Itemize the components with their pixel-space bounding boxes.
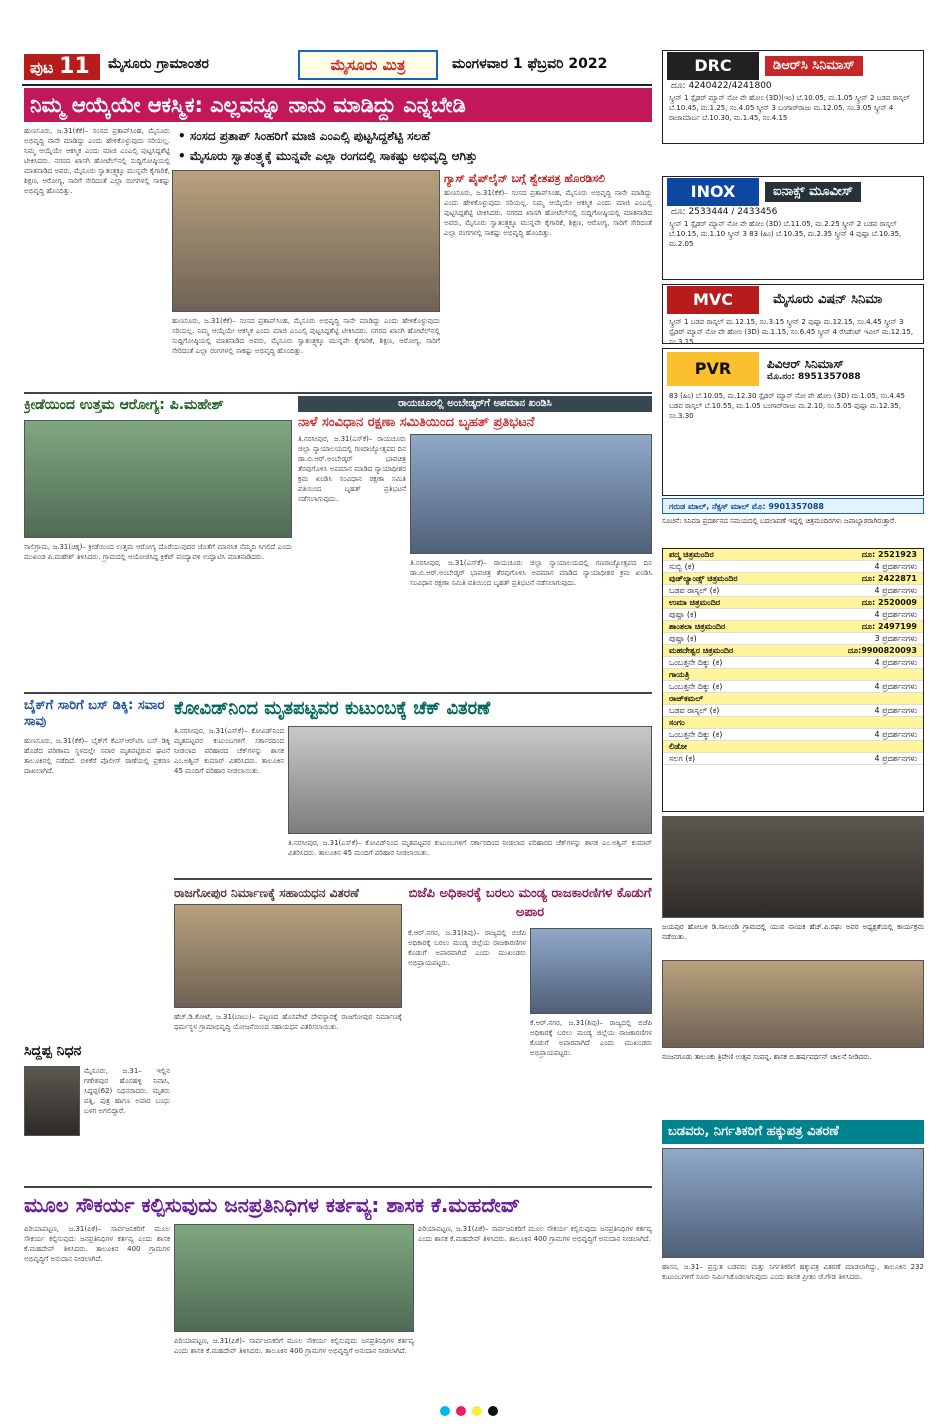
right-photo-2 [662, 960, 924, 1048]
theater-showing [663, 633, 923, 645]
theater-showing [663, 585, 923, 597]
theater-showing [663, 609, 923, 621]
theater-name: ವುಡ್‌ಲ್ಯಾಂಡ್ಸ್ ಚಿತ್ರಮಂದಿರ [669, 574, 738, 583]
theater-film: ಒಂಬತ್ತನೇ ದಿಕ್ಕು (ಕ) [669, 730, 723, 739]
lead-body-col-2: ಹುಣಸೂರು, ಜ.31(ಕೆಕೆ)– ಸಂಸದ ಪ್ರತಾಪ್‌ಸಿಂಹ, ಮೈಸೂರು ಅಭಿವೃದ್ಧಿ ನಾನೇ ಮಾಡಿದ್ದು ಎಂದು ಹೇಳಿಕೊಳ್ಳುವುದು ಸರಿಯಲ್ಲ. ನಿಮ್ಮ ಆಯ್ಕೆಯೇ ಆಕಸ್ಮಿಕ ಎಂದು ಮಾಜಿ ಎಂಎಲ್ಸಿ ಪುಟ್ಟಸಿದ್ದಶೆಟ್ಟಿ ಟೀಕಿಸಿದರು. ನಗರದ ಖಾಸಗಿ ಹೋಟೆಲ್‌ನಲ್ಲಿ ಸುದ್ದಿಗೋಷ್ಠಿಯಲ್ಲಿ ಮಾತನಾಡಿದ ಅವರು, ಮೈಸೂರು ಸ್ವಾತಂತ್ರ್ಯಕ್ಕೂ ಮುನ್ನವೇ ಕೈಗಾರಿಕೆ, ಶಿಕ್ಷಣ, ಆರೋಗ್ಯ, ಸಾರಿಗೆ ಸೇರಿದಂತೆ ಎಲ್ಲಾ ರಂಗಗಳಲ್ಲಿ ಸಾಕಷ್ಟು ಅಭಿವೃದ್ಧಿ ಹೊಂದಿತ್ತು. [172, 317, 440, 355]
lead-headline: ನಿಮ್ಮ ಆಯ್ಕೆಯೇ ಆಕಸ್ಮಿಕ: ಎಲ್ಲವನ್ನೂ ನಾನು ಮಾಡಿದ್ದು ಎನ್ನಬೇಡಿ [24, 88, 652, 122]
story-titles-body: ಹಾಸನ, ಜ.31– ಪ್ರಸ್ತುತ ಬಡವರು ಮತ್ತು ನಿರ್ಗತಿಕರಿಗೆ ಹಕ್ಕುಪತ್ರ ವಿತರಣೆ ಮಾಡಲಾಗಿದ್ದು, ತಾಲೂಕಿನ 232 ಕುಟುಂಬಗಳಿಗೆ ಸೂರು ನಿರ್ಮಿಸಿಕೊಡಲಾಗುವುದು ಎಂದು ಶಾಸಕ ಪ್ರೀತಂ ಜೆ.ಗೌಡ ತಿಳಿಸಿದರು. [662, 1263, 924, 1281]
theater-phone: ದೂ: 2497199 [861, 622, 917, 631]
theater-showing [663, 681, 923, 693]
theater-film: ಸುಬ್ಬಿ (ಕ) [669, 562, 695, 571]
lead-body-col-3: ಹುಣಸೂರು, ಜ.31(ಕೆಕೆ)– ಸಂಸದ ಪ್ರತಾಪ್‌ಸಿಂಹ, ಮೈಸೂರು ಅಭಿವೃದ್ಧಿ ನಾನೇ ಮಾಡಿದ್ದು ಎಂದು ಹೇಳಿಕೊಳ್ಳುವುದು ಸರಿಯಲ್ಲ. ನಿಮ್ಮ ಆಯ್ಕೆಯೇ ಆಕಸ್ಮಿಕ ಎಂದು ಮಾಜಿ ಎಂಎಲ್ಸಿ ಪುಟ್ಟಸಿದ್ದಶೆಟ್ಟಿ ಟೀಕಿಸಿದರು. ನಗರದ ಖಾಸಗಿ ಹೋಟೆಲ್‌ನಲ್ಲಿ ಸುದ್ದಿಗೋಷ್ಠಿಯಲ್ಲಿ ಮಾತನಾಡಿದ ಅವರು, ಮೈಸೂರು ಸ್ವಾತಂತ್ರ್ಯಕ್ಕೂ ಮುನ್ನವೇ ಕೈಗಾರಿಕೆ, ಶಿಕ್ಷಣ, ಆರೋಗ್ಯ, ಸಾರಿಗೆ ಸೇರಿದಂತೆ ಎಲ್ಲಾ ರಂಗಗಳಲ್ಲಿ ಸಾಕಷ್ಟು ಅಭಿವೃದ್ಧಿ ಹೊಂದಿತ್ತು. [444, 189, 652, 237]
theater-showing [663, 729, 923, 741]
theater-header [663, 693, 923, 705]
mvc-name: ಮೈಸೂರು ವಿಷನ್ ಸಿನಿಮಾ [765, 290, 890, 310]
theater-header [663, 645, 923, 657]
story-bjp-photo [530, 928, 652, 1014]
divider [174, 878, 652, 880]
story-covid-photo [288, 726, 652, 834]
lead-side-head: ಗ್ಯಾಸ್ ಪೈಪ್‌ಲೈನ್ ಬಗ್ಗೆ ಶ್ವೇತಪತ್ರ ಹೊರಡಿಸಲಿ [444, 172, 606, 185]
divider [24, 392, 652, 394]
divider [24, 692, 652, 694]
theater-name: ಗಾಯತ್ರಿ [669, 670, 690, 679]
page-number: 11 [59, 54, 90, 79]
drc-logo: DRC [667, 52, 759, 80]
pvr-showtimes: 83 (ಹಿಂ) ಬೆ.10.05, ಮ.12.30 ಸ್ಪೈಡರ್ ಮ್ಯಾನ್ ನೋ ವೇ ಹೋಂ (3D) ಮ.1.05, ಸಂ.4.45 ಬಡವ ರಾಸ್ಕಲ್ ಬೆ.10.55, ಮ.1.05 ಬಂಗಾರ್‌ರಾಜು ಮ.2.10, ಸಂ.5.05 ಪುಷ್ಪಾ ಮ.12.35, ಸಂ.3.30 [669, 392, 905, 420]
inox-showtimes: ಸ್ಕ್ರೀನ್ 1 ಸ್ಪೈಡರ್ ಮ್ಯಾನ್ ನೋ ವೇ ಹೋಂ (3D) ಬೆ.11.05, ಮ.2.25 ಸ್ಕ್ರೀನ್ 2 ಬಡವ ರಾಸ್ಕಲ್ ಬೆ.10.15, ಮ.1.10 ಸ್ಕ್ರೀನ್ 3 83 (ಹಿಂ) ಬೆ.10.35, ಮ.2.35 ಸ್ಕ್ರೀನ್ 4 ಪುಷ್ಪಾ ಬೆ.10.35, ಮ.2.05 [669, 220, 902, 248]
cinema-inox [662, 176, 924, 280]
theater-film: ಒಂಬತ್ತನೇ ದಿಕ್ಕು (ಕ) [669, 682, 723, 691]
theater-header [663, 741, 923, 753]
page-label: ಪುಟ [30, 58, 54, 77]
page-number-badge [24, 54, 100, 80]
story-constitution-headline: ನಾಳೆ ಸಂವಿಧಾನ ರಕ್ಷಣಾ ಸಮಿತಿಯಿಂದ ಬೃಹತ್ ಪ್ರತಿಭಟನೆ [298, 415, 535, 430]
theater-header [663, 621, 923, 633]
story-sports-headline: ಕ್ರೀಡೆಯಿಂದ ಉತ್ತಮ ಆರೋಗ್ಯ: ಪಿ.ಮಹೇಶ್ [24, 397, 224, 413]
issue-date: ಮಂಗಳವಾರ 1 ಫೆಬ್ರವರಿ 2022 [452, 56, 608, 72]
theater-shows: 4 ಪ್ರದರ್ಶನಗಳು [874, 658, 917, 667]
theater-table [662, 548, 924, 812]
theater-showing [663, 657, 923, 669]
print-registration-marks [440, 1406, 498, 1416]
theater-header [663, 549, 923, 561]
mall-strip: ಗರುಡ ಮಾಲ್, ನೆಕ್ಸಸ್ ಮಾಲ್ ಮೊ: 9901357088 [662, 498, 924, 514]
theater-shows: 4 ಪ್ರದರ್ಶನಗಳು [874, 706, 917, 715]
section-title: ಮೈಸೂರು ಗ್ರಾಮಾಂತರ [108, 56, 209, 72]
theater-phone: ದೂ: 2520009 [861, 598, 917, 607]
obit-portrait [24, 1066, 80, 1136]
story-constitution-body-2: ತಿ.ನರಸೀಪುರ, ಜ.31(ಎಸ್‌ಕೆ)– ರಾಯಚೂರು ಜಿಲ್ಲಾ ನ್ಯಾಯಾಲಯದಲ್ಲಿ ಗಣರಾಜ್ಯೋತ್ಸವದ ದಿನ ಡಾ.ಬಿ.ಆರ್.ಅಂಬೇಡ್ಕರ್ ಭಾವಚಿತ್ರ ತೆರವುಗೊಳಿಸಿ ಅಪಮಾನ ಮಾಡಿದ ನ್ಯಾಯಾಧೀಶರ ಕ್ರಮ ಖಂಡಿಸಿ ಸಂವಿಧಾನ ರಕ್ಷಣಾ ಸಮಿತಿ ವತಿಯಿಂದ ಬೃಹತ್ ಪ್ರತಿಭಟನೆ ನಡೆಸಲಾಗುವುದು. [410, 559, 652, 587]
theater-header [663, 717, 923, 729]
story-mahadev-headline: ಮೂಲ ಸೌಕರ್ಯ ಕಲ್ಪಿಸುವುದು ಜನಪ್ರತಿನಿಧಿಗಳ ಕರ್ತವ್ಯ: ಶಾಸಕ ಕೆ.ಮಹದೇವ್ [24, 1193, 521, 1217]
paper-logo: ಮೈಸೂರು ಮಿತ್ರ [298, 50, 438, 80]
theater-film: ಪುಷ್ಪಾ (ಕ) [669, 634, 697, 643]
lead-bullet-2: • ಮೈಸೂರು ಸ್ವಾತಂತ್ರ್ಯಕ್ಕೆ ಮುನ್ನವೇ ಎಲ್ಲಾ ರಂಗದಲ್ಲಿ ಸಾಕಷ್ಟು ಅಭಿವೃದ್ಧಿ ಆಗಿತ್ತು [178, 149, 478, 163]
story-gopura-photo [174, 904, 402, 1008]
theater-shows: 4 ಪ್ರದರ್ಶನಗಳು [874, 682, 917, 691]
pvr-logo: PVR [667, 352, 759, 386]
cinema-mvc [662, 284, 924, 344]
story-gopura-body: ಹೆಚ್.ಡಿ.ಕೋಟೆ, ಜ.31(ಬಾಬು)– ಪಟ್ಟಣದ ಹೊಸಪೇಟೆ ದೇವಸ್ಥಾನಕ್ಕೆ ರಾಜಗೋಪುರ ನಿರ್ಮಾಣಕ್ಕೆ ಧರ್ಮಸ್ಥಳ ಗ್ರಾಮಾಭಿವೃದ್ಧಿ ಯೋಜನೆಯಿಂದ ಸಹಾಯಧನ ವಿತರಿಸಲಾಯಿತು. [174, 1013, 402, 1031]
inox-logo: INOX [667, 178, 759, 206]
cinema-drc [662, 50, 924, 144]
story-covid-body: ತಿ.ನರಸೀಪುರ, ಜ.31(ಎಸ್‌ಕೆ)– ಕೋವಿಡ್‌ನಿಂದ ಮೃತಪಟ್ಟವರ ಕುಟುಂಬಗಳಿಗೆ ಸರ್ಕಾರದಿಂದ ನೀಡಲಾದ ಪರಿಹಾರದ ಚೆಕ್‌ಗಳನ್ನು ಶಾಸಕ ಎಂ.ಅಶ್ವಿನ್ ಕುಮಾರ್ ವಿತರಿಸಿದರು. ತಾಲೂಕಿನ 45 ಮಂದಿಗೆ ಪರಿಹಾರ ನೀಡಲಾಯಿತು. [174, 727, 284, 775]
theater-shows: 4 ಪ್ರದರ್ಶನಗಳು [874, 586, 917, 595]
mvc-showtimes: ಸ್ಕ್ರೀನ್ 1 ಬಡವ ರಾಸ್ಕಲ್ ಮ.12.15, ಸಂ.3.15 ಸ್ಕ್ರೀನ್ 2 ಪುಷ್ಪಾ ಮ.12.15, ಸಂ.4.45 ಸ್ಕ್ರೀನ್ 3 ಸ್ಪೈಡರ್ ಮ್ಯಾನ್ ನೋ ವೇ ಹೋಂ (3D) ಮ.1.15, ಸಂ.6.45 ಸ್ಕ್ರೀನ್ 4 ರೆಸಿಡೆಂಟ್ ಇವಿಲ್ ಮ.12.15, ಸಂ.3.15 [669, 318, 914, 346]
drc-phone: ದೂ: 4240422/4241800 [671, 81, 772, 91]
theater-name: ರಾಜ್‌ಕಮಲ್ [669, 694, 704, 703]
lead-photo-press-meet [172, 170, 440, 312]
pvr-name: ಪಿವಿಆರ್ ಸಿನಿಮಾಸ್ [767, 356, 844, 371]
lead-bullets [178, 126, 652, 168]
story-constitution-photo [410, 434, 652, 554]
story-gopura-headline: ರಾಜಗೋಪುರ ನಿರ್ಮಾಣಕ್ಕೆ ಸಹಾಯಧನ ವಿತರಣೆ [174, 886, 359, 900]
divider [24, 1186, 652, 1188]
theater-name: ಲಿಡೋ [669, 742, 687, 751]
theater-film: ಬಡವ ರಾಸ್ಕಲ್ (ಕ) [669, 586, 720, 595]
theater-shows: 4 ಪ್ರದರ್ಶನಗಳು [874, 610, 917, 619]
story-bjp-body: ಕೆ.ಆರ್.ನಗರ, ಜ.31(ಶಿವು)– ರಾಜ್ಯದಲ್ಲಿ ಬಿಜೆಪಿ ಅಧಿಕಾರಕ್ಕೆ ಬರಲು ಮಂಡ್ಯ ಜಿಲ್ಲೆಯ ರಾಜಕಾರಣಿಗಳ ಕೊಡುಗೆ ಅಪಾರವಾಗಿದೆ ಎಂದು ಮುಖಂಡರು ಅಭಿಪ್ರಾಯಪಟ್ಟರು. [408, 929, 526, 967]
story-titles-photo [662, 1148, 924, 1258]
drc-name: ಡಿಆರ್‌ಸಿ ಸಿನಿಮಾಸ್ [765, 56, 863, 76]
theater-name: ಮಹದೇಶ್ವರ ಚಿತ್ರಮಂದಿರ [669, 646, 734, 655]
story-mahadev-photo-1 [174, 1224, 414, 1332]
theater-film: ಸಲಗ (ಕ) [669, 754, 696, 763]
right-caption-2: ನಂಜನಗೂಡು ತಾಲೂಕು ತ್ರಿವೇಣಿ ಉತ್ಸವ ಸಂಪನ್ನ. ಶಾಸಕ ಬಿ.ಹರ್ಷವರ್ಧನ್ ಚಾಲನೆ ನೀಡಿದರು. [662, 1053, 872, 1061]
story-obit-headline: ಸಿದ್ದಪ್ಪ ನಿಧನ [24, 1043, 82, 1059]
story-bjp-body-2: ಕೆ.ಆರ್.ನಗರ, ಜ.31(ಶಿವು)– ರಾಜ್ಯದಲ್ಲಿ ಬಿಜೆಪಿ ಅಧಿಕಾರಕ್ಕೆ ಬರಲು ಮಂಡ್ಯ ಜಿಲ್ಲೆಯ ರಾಜಕಾರಣಿಗಳ ಕೊಡುಗೆ ಅಪಾರವಾಗಿದೆ ಎಂದು ಮುಖಂಡರು ಅಭಿಪ್ರಾಯಪಟ್ಟರು. [530, 1019, 652, 1057]
story-constitution-body-1: ತಿ.ನರಸೀಪುರ, ಜ.31(ಎಸ್‌ಕೆ)– ರಾಯಚೂರು ಜಿಲ್ಲಾ ನ್ಯಾಯಾಲಯದಲ್ಲಿ ಗಣರಾಜ್ಯೋತ್ಸವದ ದಿನ ಡಾ.ಬಿ.ಆರ್.ಅಂಬೇಡ್ಕರ್ ಭಾವಚಿತ್ರ ತೆರವುಗೊಳಿಸಿ ಅಪಮಾನ ಮಾಡಿದ ನ್ಯಾಯಾಧೀಶರ ಕ್ರಮ ಖಂಡಿಸಿ ಸಂವಿಧಾನ ರಕ್ಷಣಾ ಸಮಿತಿ ವತಿಯಿಂದ ಬೃಹತ್ ಪ್ರತಿಭಟನೆ ನಡೆಸಲಾಗುವುದು. [298, 435, 406, 503]
story-bike-headline: ಬೈಕ್‌ಗೆ ಸಾರಿಗೆ ಬಸ್ ಡಿಕ್ಕಿ: ಸವಾರ ಸಾವು [24, 698, 165, 729]
cinema-pvr [662, 348, 924, 496]
story-constitution-kicker: ರಾಯಚೂರಲ್ಲಿ ಅಂಬೇಡ್ಕರ್‌ಗೆ ಅಪಮಾನ ಖಂಡಿಸಿ [298, 396, 652, 412]
theater-phone: ದೂ:9900820093 [847, 646, 917, 655]
theater-shows: 4 ಪ್ರದರ್ಶನಗಳು [874, 730, 917, 739]
inox-name: ಐನಾಕ್ಸ್ ಮೂವೀಸ್ [765, 182, 861, 202]
theater-showing [663, 561, 923, 573]
theater-name: ಸಂಗಂ [669, 718, 685, 727]
story-sports-photo [24, 420, 292, 538]
right-caption-1: ಜಯಪುರ ಹೋಬಳಿ ಡಿ.ಸಾಲುಂಡಿ ಗ್ರಾಮದಲ್ಲಿ ಯುವ ನಾಯಕ ಹೆಚ್.ಪಿ.ರಘು ಅವರ ಅಧ್ಯಕ್ಷತೆಯಲ್ಲಿ ಕಾರ್ಯಕ್ರಮ ನಡೆಯಿತು. [662, 923, 924, 941]
story-covid-headline: ಕೋವಿಡ್‌ನಿಂದ ಮೃತಪಟ್ಟವರ ಕುಟುಂಬಕ್ಕೆ ಚೆಕ್ ವಿತರಣೆ [174, 698, 491, 719]
theater-header [663, 597, 923, 609]
theater-header [663, 573, 923, 585]
theater-phone: ದೂ: 2422871 [861, 574, 917, 583]
theater-film: ಪುಷ್ಪಾ (ಕ) [669, 610, 697, 619]
story-obit-body: ಮೈಸೂರು, ಜ.31– ಇಲ್ಲಿನ ಗಣೇಶಪುರ ಹೊಸಹಳ್ಳಿ ನಿವಾಸಿ, ಸಿದ್ದಪ್ಪ(62) ನಿಧನರಾದರು. ಮೃತರು ಪತ್ನಿ, ಪುತ್ರ ಹಾಗೂ ಅಪಾರ ಬಂಧು ಬಳಗ ಅಗಲಿದ್ದಾರೆ. [84, 1067, 170, 1115]
story-mahadev-body: ಪಿರಿಯಾಪಟ್ಟಣ, ಜ.31(ಪಿಕೆ)– ಸಾರ್ವಜನಿಕರಿಗೆ ಮೂಲ ಸೌಕರ್ಯ ಕಲ್ಪಿಸುವುದು ಜನಪ್ರತಿನಿಧಿಗಳ ಕರ್ತವ್ಯ ಎಂದು ಶಾಸಕ ಕೆ.ಮಹದೇವ್ ತಿಳಿಸಿದರು. ತಾಲೂಕಿನ 400 ಗ್ರಾಮಗಳ ಅಭಿವೃದ್ಧಿಗೆ ಅನುದಾನ ನೀಡಲಾಗಿದೆ. [24, 1225, 170, 1263]
theater-film: ಒಂಬತ್ತನೇ ದಿಕ್ಕು (ಕ) [669, 658, 723, 667]
cinema-notice: ಸೂಚನೆ: ಸಿನಿಮಾ ಪ್ರದರ್ಶನದ ಸಮಯದಲ್ಲಿ ಬದಲಾವಣೆ ಇದ್ದಲ್ಲಿ ಚಿತ್ರಮಂದಿರಗಳು ಜವಾಬ್ದಾರರಾಗಿರುತ್ತಾರೆ. [662, 517, 897, 525]
mvc-logo: MVC [667, 286, 759, 314]
theater-name: ಶಾಂತಲಾ ಚಿತ್ರಮಂದಿರ [669, 622, 726, 631]
drc-showtimes: ಸ್ಕ್ರೀನ್ 1 ಸ್ಪೈಡರ್ ಮ್ಯಾನ್ ನೋ ವೇ ಹೋಂ (3D)(ಇಂ) ಬೆ.10.05, ಮ.1.05 ಸ್ಕ್ರೀನ್ 2 ಬಡವ ರಾಸ್ಕಲ್ ಬೆ.10.45, ಮ.1.25, ಸಂ.4.05 ಸ್ಕ್ರೀನ್ 3 ಬಂಗಾರ್‌ರಾಜು ಮ.12.05, ಸಂ.3.05 ಸ್ಕ್ರೀನ್ 4 ರಾಜಾಮಾರ್ಬ ಬೆ.10.30, ಮ.1.45, ಸಂ.4.15 [669, 94, 910, 122]
theater-showing [663, 705, 923, 717]
theater-header [663, 669, 923, 681]
pvr-phone: ಮೊ.ನಂ: 8951357088 [767, 371, 861, 382]
story-titles-banner: ಬಡವರು, ನಿರ್ಗತಿಕರಿಗೆ ಹಕ್ಕುಪತ್ರ ವಿತರಣೆ [662, 1120, 924, 1144]
inox-phone: ದೂ: 2533444 / 2433456 [671, 207, 778, 217]
story-mahadev-body-2: ಪಿರಿಯಾಪಟ್ಟಣ, ಜ.31(ಪಿಕೆ)– ಸಾರ್ವಜನಿಕರಿಗೆ ಮೂಲ ಸೌಕರ್ಯ ಕಲ್ಪಿಸುವುದು ಜನಪ್ರತಿನಿಧಿಗಳ ಕರ್ತವ್ಯ ಎಂದು ಶಾಸಕ ಕೆ.ಮಹದೇವ್ ತಿಳಿಸಿದರು. ತಾಲೂಕಿನ 400 ಗ್ರಾಮಗಳ ಅಭಿವೃದ್ಧಿಗೆ ಅನುದಾನ ನೀಡಲಾಗಿದೆ. [174, 1337, 414, 1355]
right-photo-1 [662, 816, 924, 918]
story-bike-body: ಹುಣಸೂರು, ಜ.31(ಕೆಕೆ)– ಬೈಕ್‌ಗೆ ಕೆಎಸ್‌ಆರ್‌ಟಿಸಿ ಬಸ್ ಡಿಕ್ಕಿ ಹೊಡೆದ ಪರಿಣಾಮ ಸ್ಥಳದಲ್ಲೇ ಸವಾರ ಮೃತಪಟ್ಟಿರುವ ಘಟನೆ ತಾಲೂಕಿನಲ್ಲಿ ನಡೆದಿದೆ. ಬಿಳಿಕೆರೆ ಪೊಲೀಸ್ ಠಾಣೆಯಲ್ಲಿ ಪ್ರಕರಣ ದಾಖಲಾಗಿದೆ. [24, 737, 170, 775]
theater-name: ಪದ್ಮ ಚಿತ್ರಮಂದಿರ [669, 550, 714, 559]
story-bjp-headline: ಬಿಜೆಪಿ ಅಧಿಕಾರಕ್ಕೆ ಬರಲು ಮಂಡ್ಯ ರಾಜಕಾರಣಿಗಳ ಕೊಡುಗೆ ಅಪಾರ [408, 886, 652, 920]
story-covid-body-2: ತಿ.ನರಸೀಪುರ, ಜ.31(ಎಸ್‌ಕೆ)– ಕೋವಿಡ್‌ನಿಂದ ಮೃತಪಟ್ಟವರ ಕುಟುಂಬಗಳಿಗೆ ಸರ್ಕಾರದಿಂದ ನೀಡಲಾದ ಪರಿಹಾರದ ಚೆಕ್‌ಗಳನ್ನು ಶಾಸಕ ಎಂ.ಅಶ್ವಿನ್ ಕುಮಾರ್ ವಿತರಿಸಿದರು. ತಾಲೂಕಿನ 45 ಮಂದಿಗೆ ಪರಿಹಾರ ನೀಡಲಾಯಿತು. [288, 839, 652, 857]
theater-showing [663, 753, 923, 765]
lead-bullet-1: • ಸಂಸದ ಪ್ರತಾಪ್ ಸಿಂಹರಿಗೆ ಮಾಜಿ ಎಂಎಲ್ಸಿ ಪುಟ್ಟಸಿದ್ದಶೆಟ್ಟಿ ಸಲಹೆ [178, 129, 431, 143]
lead-body-col-1: ಹುಣಸೂರು, ಜ.31(ಕೆಕೆ)– ಸಂಸದ ಪ್ರತಾಪ್‌ಸಿಂಹ, ಮೈಸೂರು ಅಭಿವೃದ್ಧಿ ನಾನೇ ಮಾಡಿದ್ದು ಎಂದು ಹೇಳಿಕೊಳ್ಳುವುದು ಸರಿಯಲ್ಲ. ನಿಮ್ಮ ಆಯ್ಕೆಯೇ ಆಕಸ್ಮಿಕ ಎಂದು ಮಾಜಿ ಎಂಎಲ್ಸಿ ಪುಟ್ಟಸಿದ್ದಶೆಟ್ಟಿ ಟೀಕಿಸಿದರು. ನಗರದ ಖಾಸಗಿ ಹೋಟೆಲ್‌ನಲ್ಲಿ ಸುದ್ದಿಗೋಷ್ಠಿಯಲ್ಲಿ ಮಾತನಾಡಿದ ಅವರು, ಮೈಸೂರು ಸ್ವಾತಂತ್ರ್ಯಕ್ಕೂ ಮುನ್ನವೇ ಕೈಗಾರಿಕೆ, ಶಿಕ್ಷಣ, ಆರೋಗ್ಯ, ಸಾರಿಗೆ ಸೇರಿದಂತೆ ಎಲ್ಲಾ ರಂಗಗಳಲ್ಲಿ ಸಾಕಷ್ಟು ಅಭಿವೃದ್ಧಿ ಹೊಂದಿತ್ತು. [24, 127, 170, 195]
theater-shows: 4 ಪ್ರದರ್ಶನಗಳು [874, 562, 917, 571]
theater-phone: ದೂ: 2521923 [861, 550, 917, 559]
theater-name: ಉಮಾ ಚಿತ್ರಮಂದಿರ [669, 598, 721, 607]
theater-shows: 3 ಪ್ರದರ್ಶನಗಳು [874, 634, 917, 643]
story-mahadev-body-3: ಪಿರಿಯಾಪಟ್ಟಣ, ಜ.31(ಪಿಕೆ)– ಸಾರ್ವಜನಿಕರಿಗೆ ಮೂಲ ಸೌಕರ್ಯ ಕಲ್ಪಿಸುವುದು ಜನಪ್ರತಿನಿಧಿಗಳ ಕರ್ತವ್ಯ ಎಂದು ಶಾಸಕ ಕೆ.ಮಹದೇವ್ ತಿಳಿಸಿದರು. ತಾಲೂಕಿನ 400 ಗ್ರಾಮಗಳ ಅಭಿವೃದ್ಧಿಗೆ ಅನುದಾನ ನೀಡಲಾಗಿದೆ. [418, 1225, 652, 1243]
theater-shows: 4 ಪ್ರದರ್ಶನಗಳು [874, 754, 917, 763]
story-sports-body: ಸಾಲಿಗ್ರಾಮ, ಜ.31(ಚಿಕ್ಕ)– ಕ್ರೀಡೆಯಿಂದ ಉತ್ತಮ ಆರೋಗ್ಯ ದೊರೆಯುವುದರ ಜೊತೆಗೆ ಮಾನಸಿಕ ನೆಮ್ಮದಿ ಸಿಗಲಿದೆ ಎಂದು ಮುಖಂಡ ಪಿ.ಮಹೇಶ್ ತಿಳಿಸಿದರು. ಗ್ರಾಮದಲ್ಲಿ ಆಯೋಜಿಸಿದ್ದ ಕ್ರಿಕೆಟ್ ಪಂದ್ಯಾವಳಿ ಉದ್ಘಾಟಿಸಿ ಮಾತನಾಡಿದರು. [24, 543, 292, 561]
theater-film: ಬಡವ ರಾಸ್ಕಲ್ (ಕ) [669, 706, 720, 715]
